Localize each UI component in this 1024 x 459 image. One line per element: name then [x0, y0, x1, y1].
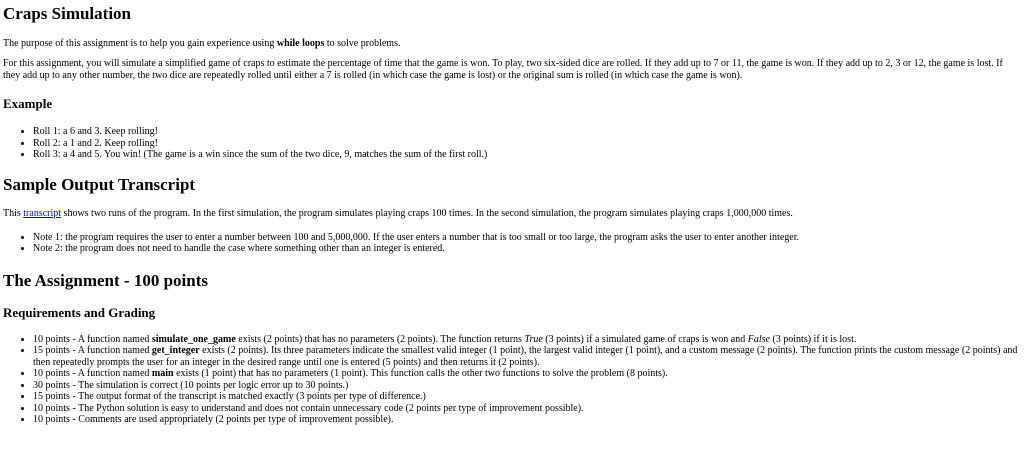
req-text: (3 points) if a simulated game of craps is won and	[542, 333, 748, 345]
purpose-text-after: to solve problems.	[324, 38, 401, 49]
list-item: • 30 points - The simulation is correct (10 points per logic error up to 30 points.)	[33, 380, 1019, 392]
sample-paragraph	[3, 208, 1019, 220]
list-item: • Note 2: the program does not need to handle the case where something other than an integer is entered.	[33, 243, 1019, 255]
function-name: main	[151, 368, 174, 379]
req-text: 10 points - A function named	[33, 368, 152, 379]
list-item: • 10 points - The Python solution is easy to understand and does not contain unnecessary code (2 points per type of improvement possible).	[33, 403, 1019, 415]
req-text: exists (2 points) that has no parameters (2 points). The function returns	[235, 333, 525, 345]
requirements-list	[3, 334, 1019, 426]
intro-paragraph: For this assignment, you will simulate a simplified game of craps to estimate the percentage of time that the game is won. To play, two six-sided dice are rolled. If they add up to 7 or 11, the game is won. If they add up to 2, 3 or 12, the game is lost. If they add up to any other number, the two dice are repeatedly rolled until either a 7 is rolled (in which case the game is lost) or the original sum is rolled (in which case the game is won).	[3, 58, 1003, 81]
req-text: exists (2 points). Its three parameters indicate the smallest valid integer (1 point), the largest valid integer (1 point), and a custom message (2 points). The function prints the custom message (2 points) and then repeatedly prompts the user for an integer in the desired range until one is entered (5 points) and then returns it (2 points).	[33, 345, 1018, 368]
sample-text-after: shows two runs of the program. In the first simulation, the program simulates playing craps 100 times. In the second simulation, the program simulates playing craps 1,000,000 times.	[61, 207, 793, 219]
list-item	[33, 345, 1019, 368]
purpose-text-before: The purpose of this assignment is to help you gain experience using	[3, 38, 277, 49]
function-name: get_integer	[151, 345, 200, 356]
sample-heading: Sample Output Transcript	[3, 174, 196, 194]
list-item: • 15 points - The output format of the transcript is matched exactly (3 points per type of difference.)	[33, 391, 1019, 403]
function-name: simulate_one_game	[151, 333, 236, 345]
list-item: • 10 points - Comments are used appropriately (2 points per type of improvement possible).	[33, 414, 1019, 426]
list-item	[33, 368, 1019, 380]
list-item: • Note 1: the program requires the user to enter a number between 100 and 5,000,000. If the user enters a number that is too small or too large, the program asks the user to enter another integer.	[33, 232, 1019, 244]
transcript-link[interactable]: transcript	[23, 207, 62, 219]
requirements-heading: Requirements and Grading	[3, 304, 156, 320]
list-item: • Roll 3: a 4 and 5. You win! (The game is a win since the sum of the two dice, 9, matches the sum of the first roll.)	[33, 149, 1019, 161]
req-text: (3 points) if it is lost.	[769, 333, 857, 345]
req-text: 15 points - A function named	[33, 345, 152, 356]
list-item	[33, 334, 1019, 346]
example-list	[3, 126, 1019, 161]
purpose-paragraph	[3, 38, 1019, 50]
list-item: • Roll 1: a 6 and 3. Keep rolling!	[33, 126, 1019, 138]
value-true: True	[524, 333, 543, 345]
notes-list	[3, 232, 1019, 255]
sample-text-before: This	[3, 207, 24, 219]
list-item: • Roll 2: a 1 and 2. Keep rolling!	[33, 138, 1019, 150]
value-false: False	[747, 333, 770, 345]
req-text: 10 points - A function named	[33, 333, 152, 345]
page-title: Craps Simulation	[3, 4, 131, 23]
assignment-heading: The Assignment - 100 points	[3, 270, 208, 290]
example-heading: Example	[3, 96, 53, 111]
purpose-bold: while loops	[276, 38, 325, 49]
req-text: exists (1 point) that has no parameters (1 point). This function calls the other two functions to solve the problem (8 points).	[173, 368, 668, 379]
